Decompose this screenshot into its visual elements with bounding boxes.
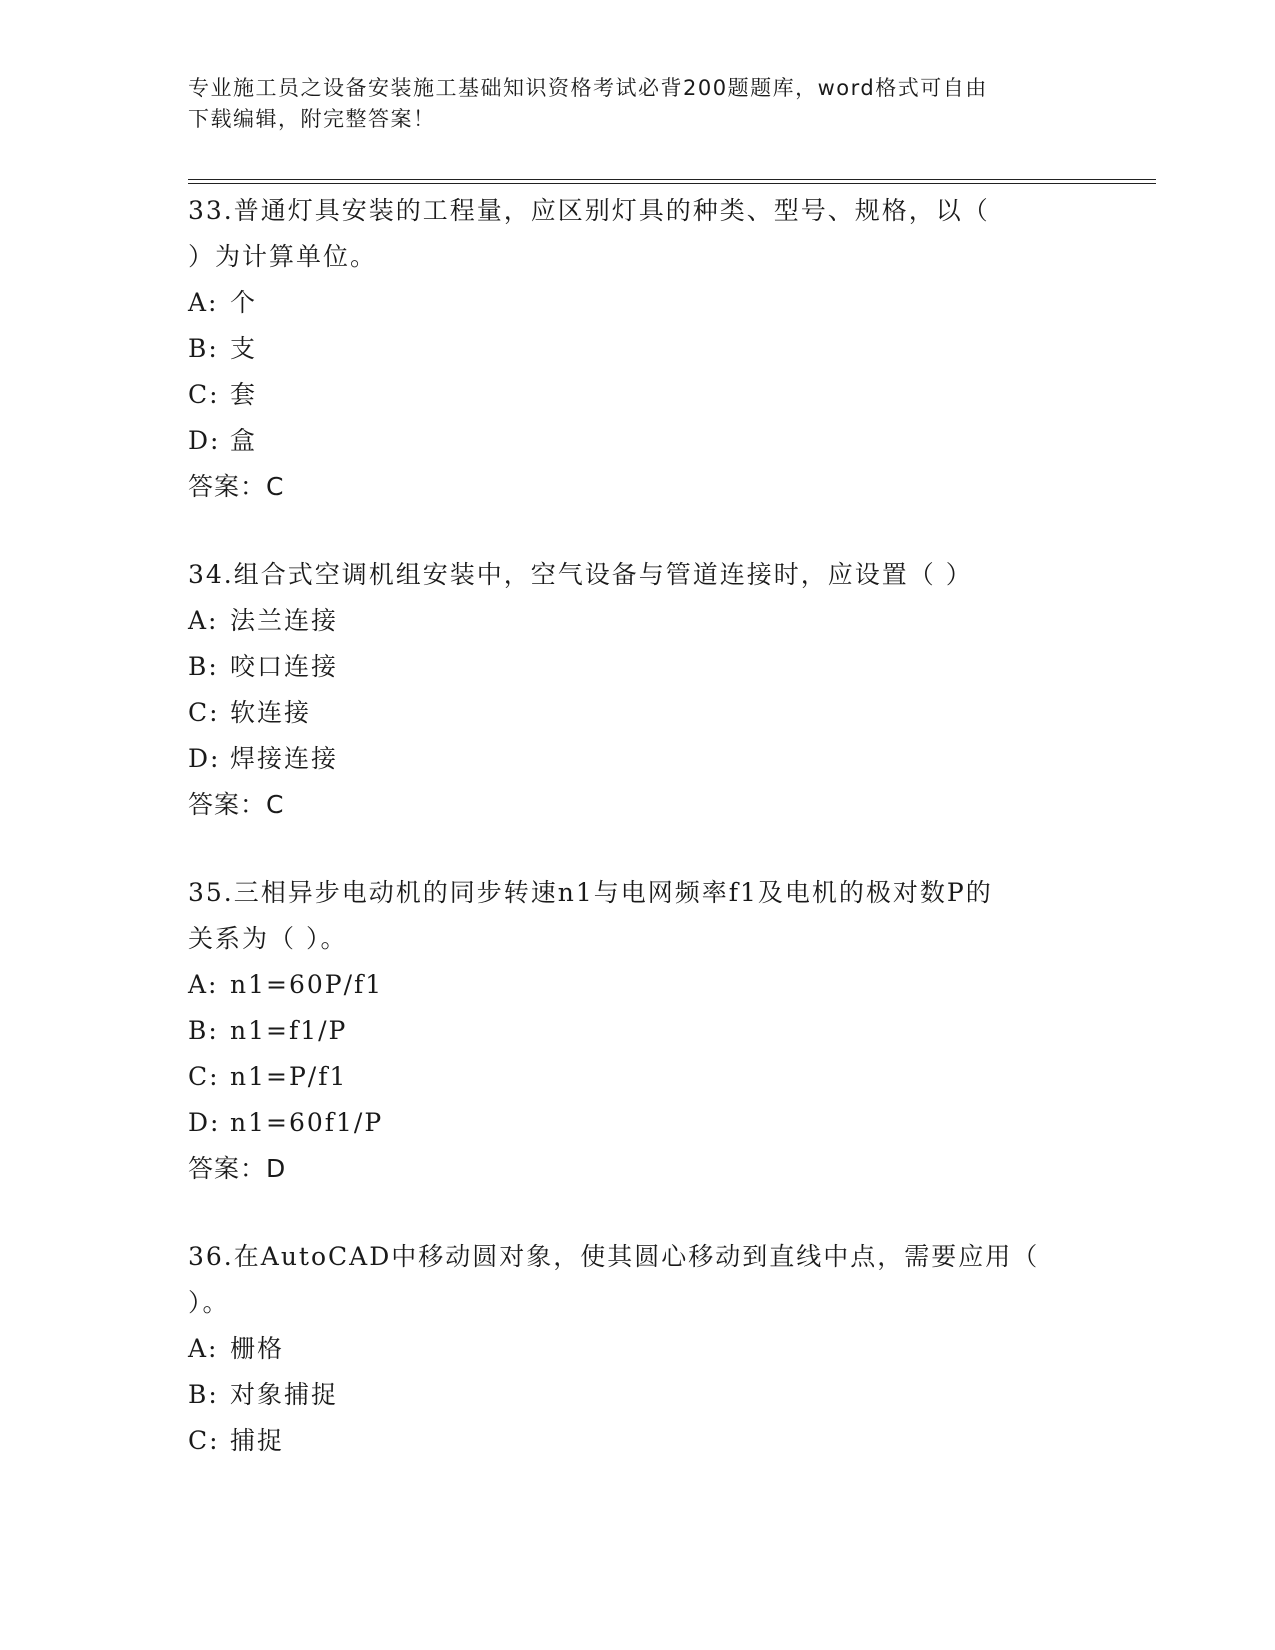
answer-line: 答案：C xyxy=(188,790,285,819)
option-a xyxy=(188,1326,1088,1372)
header-line-1: 专业施工员之设备安装施工基础知识资格考试必背200题题库，word格式可自由 xyxy=(188,76,988,100)
option-text: 咬口连接 xyxy=(230,652,339,681)
option-c xyxy=(188,1054,1088,1100)
option-letter: B: xyxy=(188,1016,219,1045)
header-divider-bottom xyxy=(188,183,1156,184)
option-d xyxy=(188,1100,1088,1146)
option-text: 软连接 xyxy=(230,698,312,727)
option-text: n1=P/f1 xyxy=(230,1062,348,1091)
option-text: 对象捕捉 xyxy=(230,1380,339,1409)
option-a xyxy=(188,962,1088,1008)
question-stem-line: 33.普通灯具安装的工程量，应区别灯具的种类、型号、规格，以（ xyxy=(188,196,990,225)
answer-line: 答案：D xyxy=(188,1154,287,1183)
question-stem-line: ）为计算单位。 xyxy=(188,242,378,271)
option-b xyxy=(188,644,1088,690)
option-text: 套 xyxy=(230,380,258,409)
option-b xyxy=(188,1008,1088,1054)
header-line-2: 下载编辑，附完整答案！ xyxy=(188,107,436,131)
option-letter: D: xyxy=(188,1108,221,1137)
option-b xyxy=(188,326,1088,372)
option-letter: B: xyxy=(188,334,219,363)
answer-line: 答案：C xyxy=(188,472,285,501)
question-35 xyxy=(188,870,1088,1192)
option-d xyxy=(188,418,1088,464)
option-c xyxy=(188,690,1088,736)
question-34 xyxy=(188,552,1088,828)
option-letter: C: xyxy=(188,1062,220,1091)
question-stem-line: 34.组合式空调机组安装中，空气设备与管道连接时，应设置（ ） xyxy=(188,560,973,589)
option-text: 支 xyxy=(230,334,258,363)
option-text: 捕捉 xyxy=(230,1426,285,1455)
option-letter: A: xyxy=(188,606,219,635)
option-letter: A: xyxy=(188,288,219,317)
option-text: 焊接连接 xyxy=(230,744,339,773)
option-a xyxy=(188,280,1088,326)
question-33 xyxy=(188,188,1088,510)
question-stem-line: 36.在AutoCAD中移动圆对象，使其圆心移动到直线中点，需要应用（ xyxy=(188,1242,1040,1271)
question-36 xyxy=(188,1234,1088,1464)
header-divider-top xyxy=(188,179,1156,180)
option-letter: D: xyxy=(188,744,221,773)
option-letter: B: xyxy=(188,1380,219,1409)
option-d xyxy=(188,736,1088,782)
option-text: 个 xyxy=(230,288,258,317)
option-letter: C: xyxy=(188,698,220,727)
option-text: n1=60f1/P xyxy=(230,1108,384,1137)
option-text: 盒 xyxy=(230,426,258,455)
option-c xyxy=(188,372,1088,418)
option-letter: A: xyxy=(188,970,219,999)
option-text: 栅格 xyxy=(230,1334,285,1363)
option-letter: C: xyxy=(188,1426,220,1455)
question-stem-line: 关系为（ ）。 xyxy=(188,924,348,953)
option-text: n1=60P/f1 xyxy=(230,970,384,999)
option-text: 法兰连接 xyxy=(230,606,339,635)
question-list xyxy=(188,188,1088,1506)
question-stem-line: 35.三相异步电动机的同步转速n1与电网频率f1及电机的极对数P的 xyxy=(188,878,993,907)
option-letter: D: xyxy=(188,426,221,455)
option-text: n1=f1/P xyxy=(230,1016,348,1045)
question-stem-line: ）。 xyxy=(188,1288,230,1317)
option-a xyxy=(188,598,1088,644)
document-header xyxy=(188,73,1088,135)
option-b xyxy=(188,1372,1088,1418)
option-c xyxy=(188,1418,1088,1464)
option-letter: A: xyxy=(188,1334,219,1363)
option-letter: B: xyxy=(188,652,219,681)
option-letter: C: xyxy=(188,380,220,409)
